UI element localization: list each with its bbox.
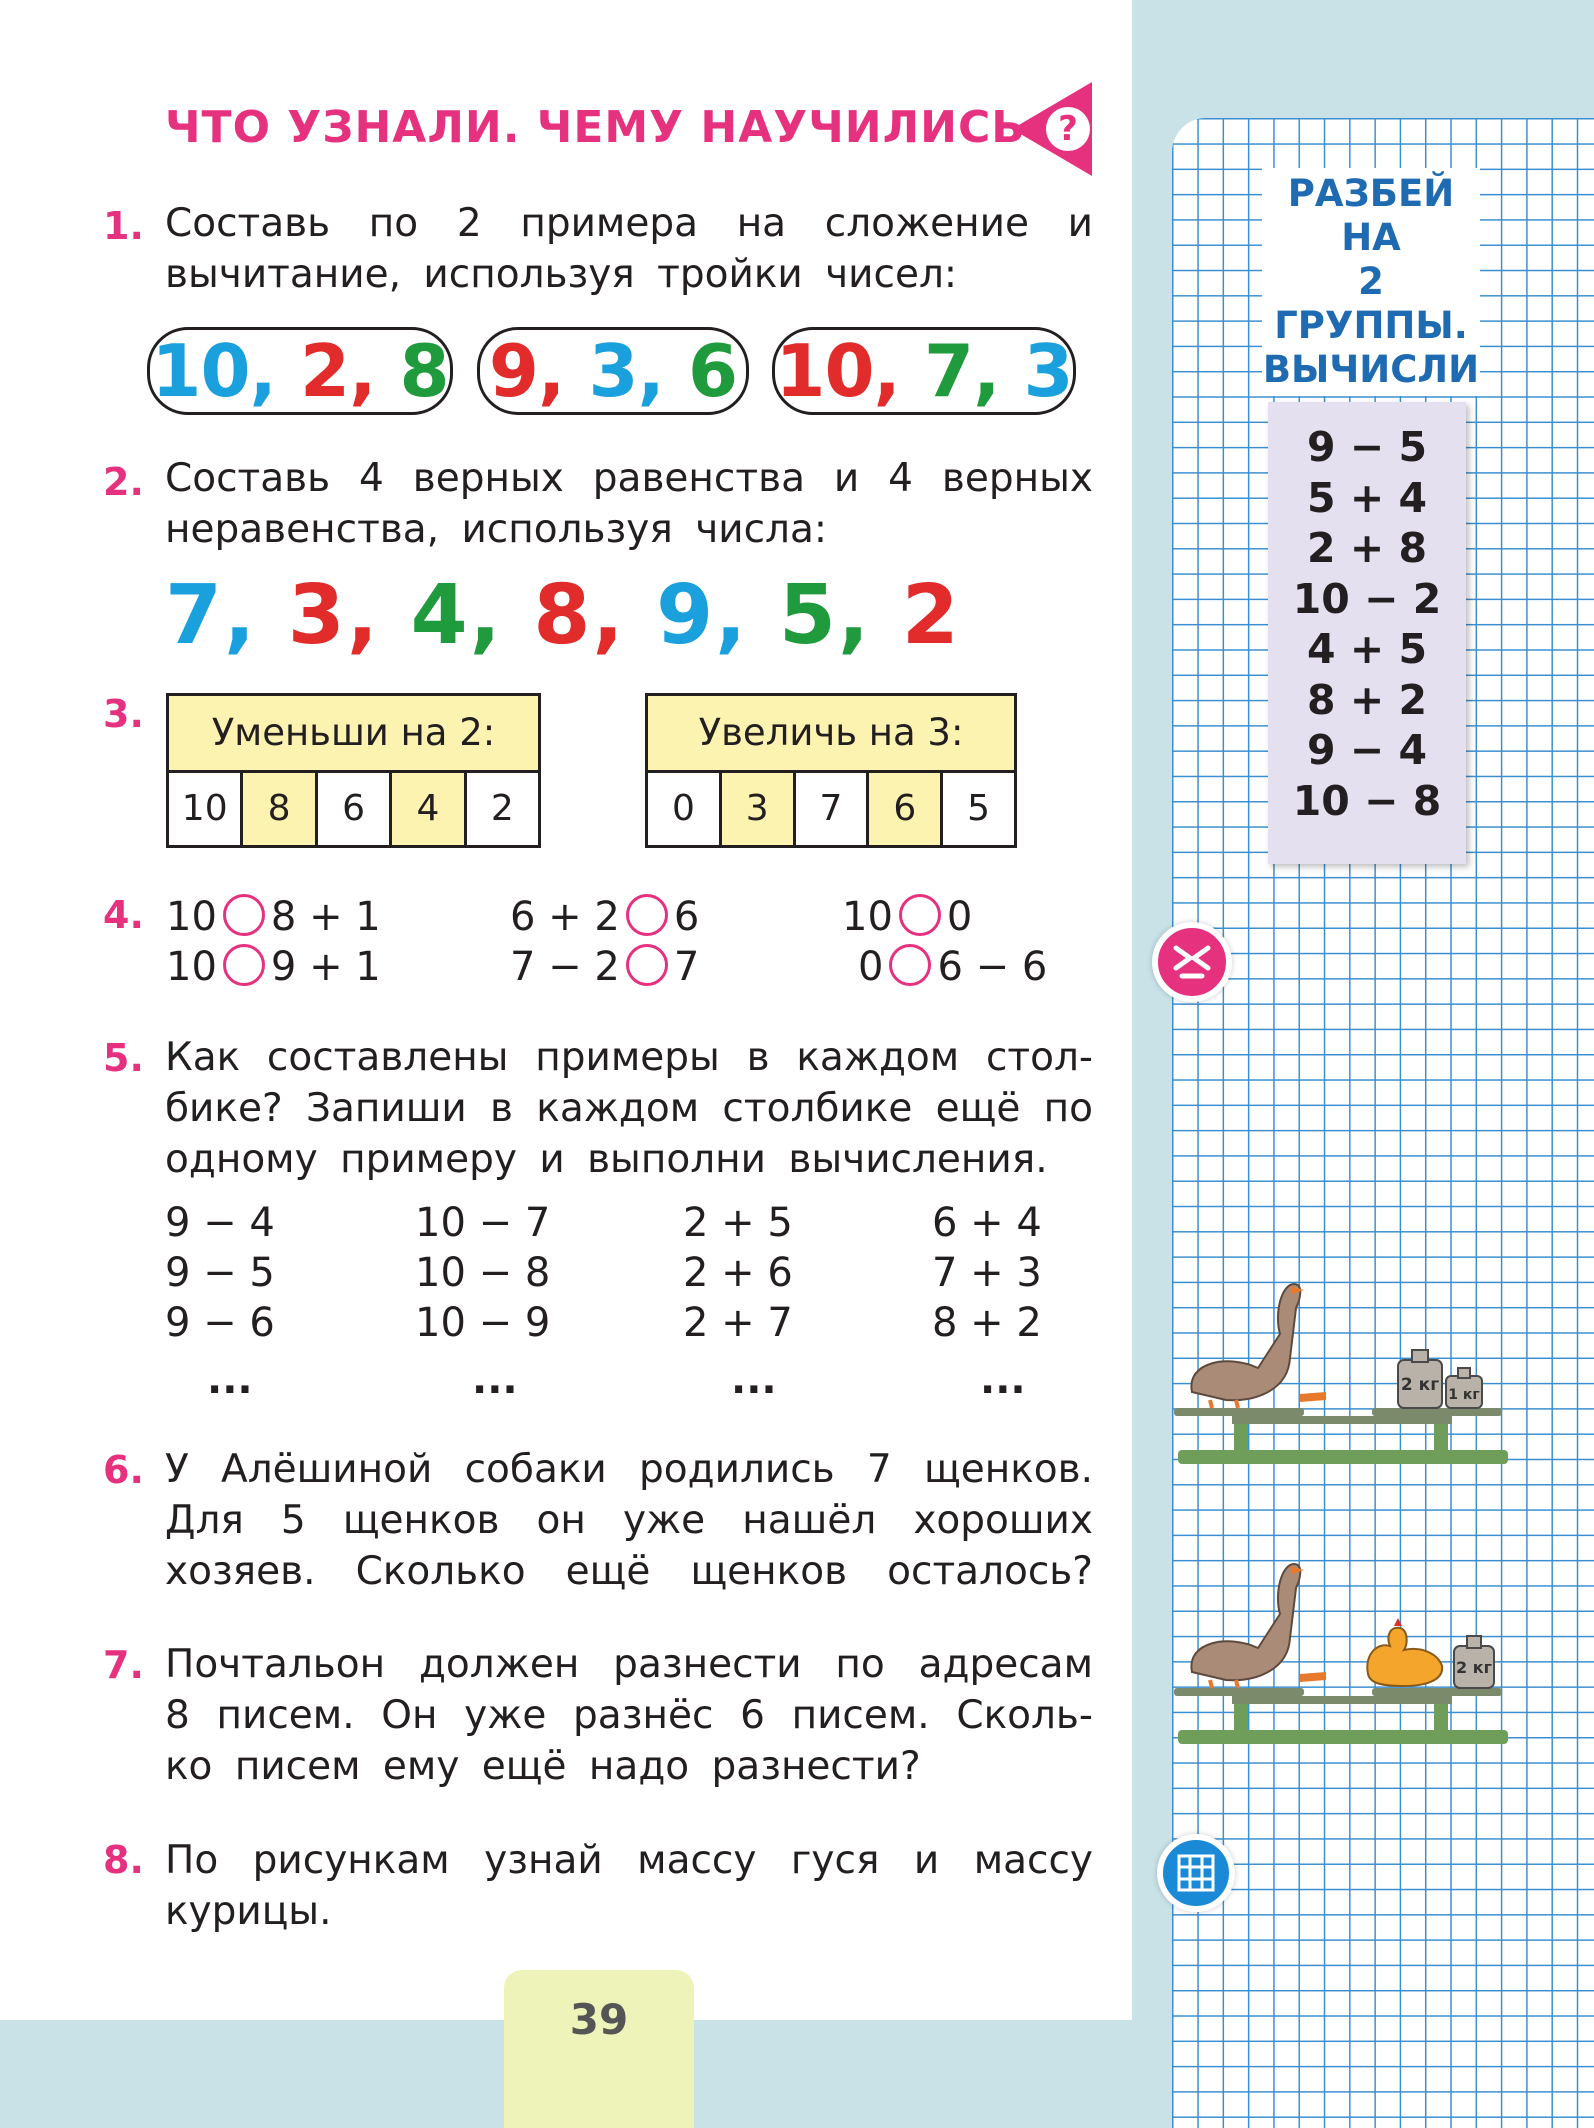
task-3-number: 3. — [103, 692, 144, 736]
increase-table-row — [648, 773, 1014, 845]
comparison-left: 6 + 2 — [510, 894, 620, 940]
example: 10 − 8 — [415, 1250, 551, 1296]
table-cell: 6 — [318, 773, 392, 845]
decrease-table-row — [169, 773, 538, 845]
comparison — [510, 942, 699, 992]
task-1-number: 1. — [103, 204, 144, 248]
compare-circle-icon[interactable] — [899, 894, 941, 936]
number-8: 8, — [533, 568, 626, 663]
increase-table-label: Увеличь на 3: — [648, 696, 1014, 773]
task-2-text: Составь 4 верных равенства и 4 верных неравенства, используя числа: — [165, 456, 1093, 552]
comparison-left: 10 — [166, 944, 217, 990]
table-cell: 6 — [869, 773, 943, 845]
expression: 9 − 4 — [1307, 726, 1427, 774]
number-4: 4, — [410, 568, 503, 663]
example: 2 + 5 — [683, 1200, 793, 1246]
number-7: 7, — [165, 568, 258, 663]
comparison-left: 7 − 2 — [510, 944, 620, 990]
task-8-line-1: По рисункам узнай массу гуся и массу — [165, 1838, 1093, 1883]
example: 7 + 3 — [932, 1250, 1042, 1296]
example: 10 − 9 — [415, 1300, 551, 1346]
number-set — [165, 568, 961, 663]
task-5-number: 5. — [103, 1036, 144, 1080]
task-5-line-1: Как составлены примеры в каждом стол- — [165, 1035, 1093, 1080]
number-2: 2 — [901, 568, 961, 663]
task-6-number: 6. — [103, 1448, 144, 1492]
table-cell: 4 — [392, 773, 466, 845]
compare-circle-icon[interactable] — [223, 894, 265, 936]
example: 10 − 7 — [415, 1200, 551, 1246]
comparison-right: 8 + 1 — [270, 894, 381, 940]
comparison — [858, 942, 1047, 992]
comparison — [842, 892, 972, 942]
page-number: 39 — [504, 1970, 694, 2128]
comparison-left: 10 — [166, 894, 217, 940]
task-5-line-3: одному примеру и выполни вычисления. — [165, 1137, 1048, 1182]
question-mark: ? — [1046, 107, 1090, 151]
triple-1-a: 10, — [151, 329, 276, 413]
comparison — [166, 942, 381, 992]
example: 2 + 7 — [683, 1300, 793, 1346]
decrease-table-label: Уменьши на 2: — [169, 696, 538, 773]
compare-circle-icon[interactable] — [889, 944, 931, 986]
example: 6 + 4 — [932, 1200, 1042, 1246]
ellipsis: ... — [731, 1357, 777, 1403]
task-2-number: 2. — [103, 460, 144, 504]
task-7-number: 7. — [103, 1643, 144, 1687]
task-8-line-2: курицы. — [165, 1889, 332, 1934]
compare-circle-icon[interactable] — [626, 894, 668, 936]
triple-3-a: 10, — [775, 329, 900, 413]
comparison-left: 0 — [858, 944, 884, 990]
expression: 9 − 5 — [1307, 423, 1427, 471]
weight-label: 2 кг — [1456, 1658, 1492, 1677]
table-cell: 7 — [796, 773, 870, 845]
ellipsis: ... — [472, 1357, 518, 1403]
example-column-1 — [165, 1198, 275, 1348]
table-cell: 10 — [169, 773, 243, 845]
compare-circle-icon[interactable] — [626, 944, 668, 986]
task-7-line-1: Почтальон должен разнести по адресам — [165, 1642, 1093, 1687]
page-title: ЧТО УЗНАЛИ. ЧЕМУ НАУЧИЛИСЬ — [165, 102, 1026, 153]
sidebar-title-line: ВЫЧИСЛИ — [1262, 348, 1480, 391]
example: 9 − 6 — [165, 1300, 275, 1346]
expression: 10 − 8 — [1292, 776, 1442, 825]
example: 2 + 6 — [683, 1250, 793, 1296]
triple-1-c: 8 — [399, 329, 449, 413]
triple-3 — [772, 327, 1076, 415]
compare-circle-icon[interactable] — [223, 944, 265, 986]
triple-2-a: 9, — [488, 329, 565, 413]
example: 9 − 4 — [165, 1200, 275, 1246]
number-3: 3, — [287, 568, 380, 663]
increase-table — [645, 693, 1017, 848]
task-6-line-2: Для 5 щенков он уже нашёл хороших — [165, 1498, 1093, 1543]
decrease-table — [166, 693, 541, 848]
compare-icon — [1152, 922, 1232, 1002]
scale-goose-weights-illustration — [1172, 1278, 1512, 1474]
task-8-number: 8. — [103, 1838, 144, 1882]
triple-1 — [147, 327, 453, 415]
weight-label: 1 кг — [1448, 1387, 1480, 1403]
triple-2-c: 6 — [687, 329, 738, 413]
triple-2 — [477, 327, 749, 415]
scale-goose-chicken-illustration — [1172, 1558, 1512, 1754]
triple-3-b: 7, — [923, 329, 1000, 413]
table-cell: 0 — [648, 773, 722, 845]
sidebar-title-line: НА — [1341, 216, 1401, 259]
triple-2-b: 3, — [588, 329, 664, 413]
triple-3-c: 3 — [1023, 329, 1073, 413]
task-4-number: 4. — [103, 893, 144, 937]
table-cell: 5 — [967, 788, 991, 829]
ellipsis: ... — [980, 1357, 1026, 1403]
table-cell: 2 — [490, 788, 514, 829]
task-7-line-2: 8 писем. Он уже разнёс 6 писем. Сколь- — [165, 1693, 1093, 1738]
number-9: 9, — [656, 568, 749, 663]
example: 8 + 2 — [932, 1300, 1042, 1346]
task-1-text: Составь по 2 примера на сложение и вычитание, используя тройки чисел: — [165, 201, 1093, 297]
triple-1-b: 2, — [299, 329, 376, 413]
expression: 10 − 2 — [1292, 574, 1442, 623]
task-5-line-2: бике? Запиши в каждом столбике ещё по — [165, 1086, 1093, 1131]
comparison-right: 6 − 6 — [937, 944, 1048, 990]
sidebar-title — [1262, 168, 1480, 396]
comparison-right: 0 — [946, 894, 973, 940]
task-7-line-3: ко писем ему ещё надо разнести? — [165, 1744, 921, 1789]
expression: 8 + 2 — [1307, 675, 1427, 724]
ellipsis: ... — [207, 1357, 253, 1403]
example-column-2 — [415, 1198, 550, 1348]
task-6-line-1: У Алёшиной собаки родились 7 щенков. — [165, 1447, 1093, 1492]
sidebar-title-line: РАЗБЕЙ — [1287, 172, 1455, 215]
table-cell: 3 — [722, 773, 796, 845]
expression: 2 + 8 — [1307, 524, 1427, 572]
example-column-3 — [683, 1198, 793, 1348]
sidebar-title-line: 2 ГРУППЫ. — [1274, 260, 1468, 347]
comparison-left: 10 — [842, 894, 893, 940]
comparison — [510, 892, 699, 942]
example: 9 − 5 — [165, 1250, 275, 1296]
example-column-4 — [932, 1198, 1042, 1348]
task-6-line-3: хозяев. Сколько ещё щенков осталось? — [165, 1549, 1093, 1594]
table-cell: 8 — [243, 773, 317, 845]
expression: 4 + 5 — [1307, 625, 1427, 673]
comparison — [166, 892, 381, 942]
comparison-right: 6 — [673, 894, 700, 940]
expression-card — [1268, 402, 1466, 864]
comparison-right: 7 — [673, 944, 700, 990]
grid-icon — [1157, 1834, 1235, 1912]
weight-label: 2 кг — [1400, 1375, 1440, 1395]
expression: 5 + 4 — [1307, 473, 1427, 522]
comparison-right: 9 + 1 — [270, 944, 381, 990]
number-5: 5, — [778, 568, 872, 663]
